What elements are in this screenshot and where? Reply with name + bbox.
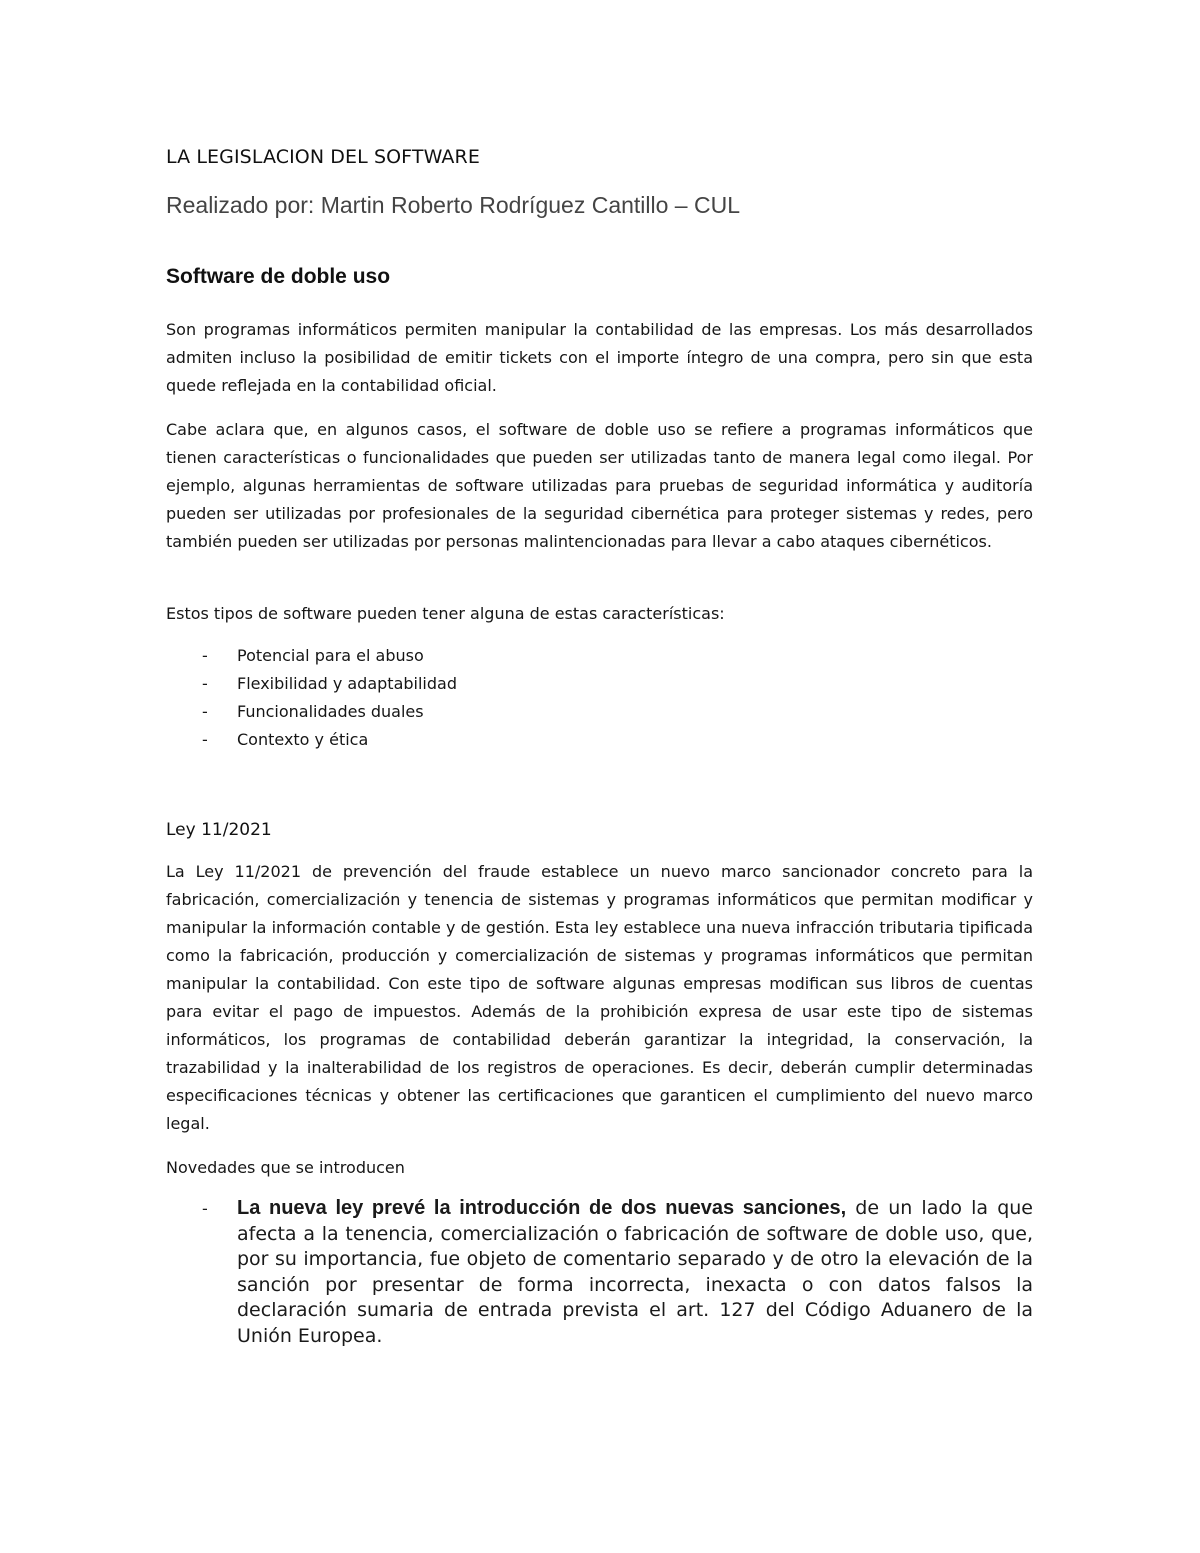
- list-item-text: Contexto y ética: [237, 730, 369, 749]
- list-item-text: Funcionalidades duales: [237, 702, 424, 721]
- characteristics-list: [166, 642, 1033, 754]
- list-dash: -: [202, 730, 208, 749]
- list-dash: -: [202, 646, 208, 665]
- novedades-list-item: [166, 1196, 1033, 1349]
- list-item-text: de un lado la que afecta a la tenencia, comercialización o fabricación de software de doble uso, que, por su importancia, fue objeto de comentario separado y de otro la elevación de la sanción por presentar de forma incorrecta, inexacta o con datos falsos la declaración sumaria de entrada prevista el art. 127 del Código Aduanero de la Unión Europea.: [237, 1197, 1033, 1347]
- section1-paragraph-2: Cabe aclara que, en algunos casos, el software de doble uso se refiere a programas informáticos que tienen características o funcionalidades que pueden ser utilizadas tanto de manera legal como ilegal. Por ejemplo, algunas herramientas de software utilizadas para pruebas de seguridad informática y auditoría pueden ser utilizadas por profesionales de la seguridad cibernética para proteger sistemas y redes, pero también pueden ser utilizadas por personas malintencionadas para llevar a cabo ataques cibernéticos.: [166, 420, 1033, 551]
- list-dash: -: [202, 674, 208, 693]
- section-heading-software-doble-uso: Software de doble uso: [166, 265, 391, 288]
- author-line: Realizado por: Martin Roberto Rodríguez Cantillo – CUL: [166, 192, 741, 218]
- section-heading-ley-11-2021: Ley 11/2021: [166, 820, 272, 840]
- document-title: LA LEGISLACION DEL SOFTWARE: [166, 146, 480, 168]
- section2-paragraph-1: La Ley 11/2021 de prevención del fraude establece un nuevo marco sancionador concreto para la fabricación, comercialización y tenencia de sistemas y programas informáticos que permitan modificar y manipular la información contable y de gestión. Esta ley establece una nueva infracción tributaria tipificada como la fabricación, producción y comercialización de sistemas y programas informáticos que permitan manipular la contabilidad. Con este tipo de software algunas empresas modifican sus libros de cuentas para evitar el pago de impuestos. Además de la prohibición expresa de usar este tipo de sistemas informáticos, los programas de contabilidad deberán garantizar la integridad, la conservación, la trazabilidad y la inalterabilidad de los registros de operaciones. Es decir, deberán cumplir determinadas especificaciones técnicas y obtener las certificaciones que garanticen el cumplimiento del nuevo marco legal.: [166, 862, 1033, 1133]
- list-dash: -: [202, 1199, 208, 1218]
- list-item: [166, 698, 1033, 726]
- list-item: [166, 726, 1033, 754]
- list-item: [166, 642, 1033, 670]
- list-dash: -: [202, 702, 208, 721]
- list-item-text: Potencial para el abuso: [237, 646, 424, 665]
- list-item: [166, 670, 1033, 698]
- section1-paragraph-3: Estos tipos de software pueden tener alguna de estas características:: [166, 604, 725, 623]
- list-item-lead: La nueva ley prevé la introducción de dos nuevas sanciones,: [237, 1197, 847, 1219]
- section1-paragraph-1: Son programas informáticos permiten manipular la contabilidad de las empresas. Los más desarrollados admiten incluso la posibilidad de emitir tickets con el importe íntegro de una compra, pero sin que esta quede reflejada en la contabilidad oficial.: [166, 320, 1033, 395]
- list-item-text: Flexibilidad y adaptabilidad: [237, 674, 457, 693]
- section2-paragraph-2: Novedades que se introducen: [166, 1158, 405, 1177]
